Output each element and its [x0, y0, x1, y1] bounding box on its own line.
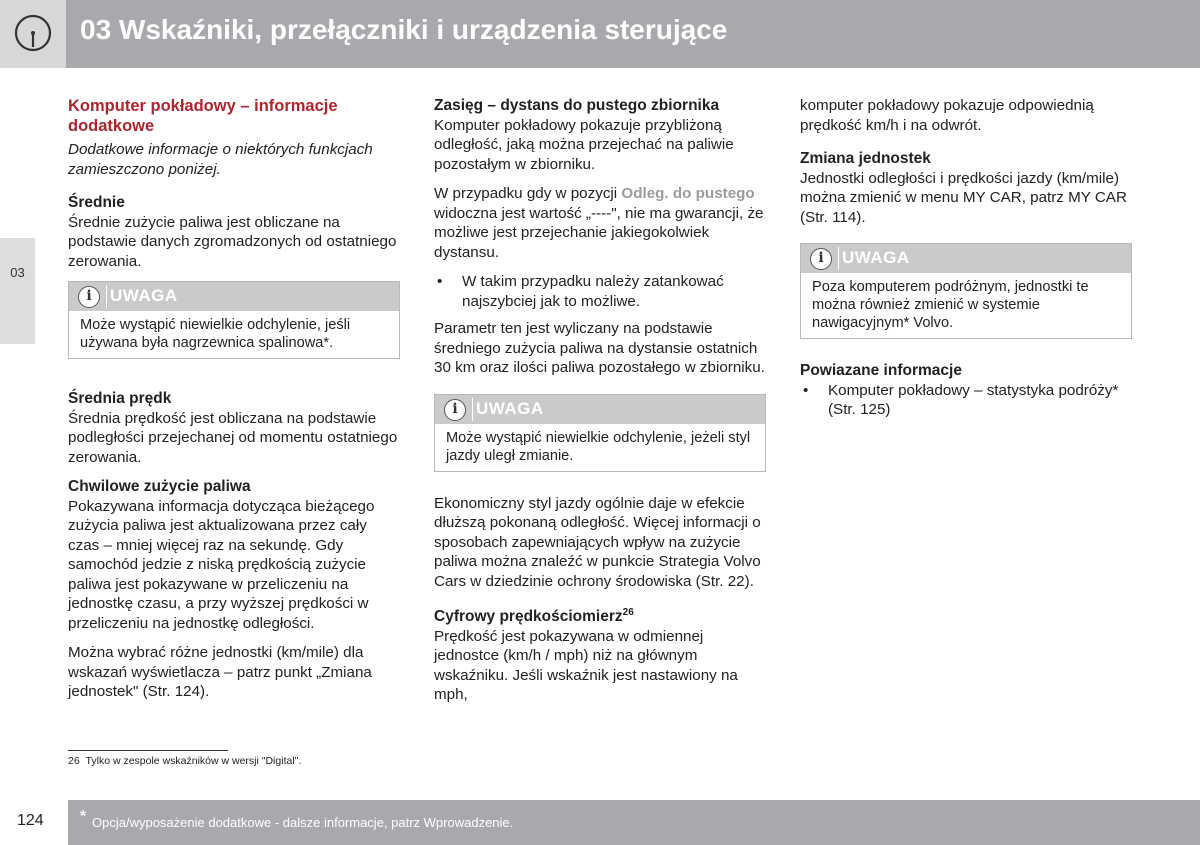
paragraph-jednostki: Można wybrać różne jednostki (km/mile) dla wskazań wyświetlacza – patrz punkt „Zmiana jednostek" (Str. 124).: [68, 644, 372, 700]
note-text: Może wystąpić niewielkie odchylenie, jeżeli styl jazdy uległ zmianie.: [446, 429, 751, 464]
text-span: W przypadku gdy w pozycji: [434, 185, 622, 202]
paragraph-zasieg: Komputer pokładowy pokazuje przybliżoną odległość, jaką można przejechać na paliwie pozostałym w zbiorniku.: [434, 116, 734, 173]
paragraph-ekonomiczny: Ekonomiczny styl jazdy ogólnie daje w efekcie dłuższą pokonaną odległość. Więcej informacji o sposobach zapewniających wpływ na zużycie paliwa można znaleźć w punkcie Strategia Volvo Cars w dziedzinie ochrony środowiska (Str. 22).: [434, 494, 761, 590]
related-link-text[interactable]: Komputer pokładowy – statystyka podróży* (Str. 125): [828, 381, 1119, 418]
related-link-item[interactable]: [800, 381, 1132, 420]
header-icon-box: [0, 0, 66, 68]
paragraph-srednia-predk: Średnia prędkość jest obliczana na podstawie podległości przejechanej od momentu ostatniego zerowania.: [68, 409, 398, 466]
subheading-chwilowe: Chwilowe zużycie paliwa: [68, 478, 251, 495]
note-separator: [106, 285, 107, 308]
text-span: widoczna jest wartość „----", nie ma gwarancji, że możliwe jest przejechanie jakiegokolwiek dystansu.: [434, 204, 764, 261]
note-header: [69, 282, 399, 311]
paragraph-zmiana: Jednostki odległości i prędkości jazdy (km/mile) można zmienić w menu MY CAR, patrz MY CAR (Str. 114).: [800, 169, 1127, 226]
note-text: Może wystąpić niewielkie odchylenie, jeśli używana była nagrzewnica spalinowa*.: [80, 317, 351, 351]
subheading-text: Cyfrowy prędkościomierz: [434, 608, 623, 625]
subheading-predkosciomierz: [434, 607, 766, 627]
subheading-powiazane: Powiazane informacje: [800, 362, 962, 379]
list-item-text: W takim przypadku należy zatankować najszybciej jak to możliwe.: [462, 273, 724, 310]
footnote-ref: 26: [622, 606, 634, 618]
note-title: UWAGA: [842, 248, 910, 267]
list-item: [434, 272, 766, 311]
gauge-icon: [14, 14, 52, 52]
column-3: [800, 96, 1132, 428]
paragraph-continued: komputer pokładowy pokazuje odpowiednią prędkość km/h i na odwrót.: [800, 97, 1094, 134]
chapter-tab: [0, 238, 35, 344]
footnote: [68, 755, 301, 767]
note-header: [435, 395, 765, 424]
subheading-srednie: Średnie: [68, 194, 125, 211]
column-2: [434, 96, 766, 715]
paragraph-odleg: [434, 184, 766, 262]
info-icon: i: [78, 286, 100, 308]
intro-text: Dodatkowe informacje o niektórych funkcjach zamieszczono poniżej.: [68, 141, 373, 178]
footer-text: Opcja/wyposażenie dodatkowe - dalsze informacje, patrz Wprowadzenie.: [92, 815, 514, 830]
subheading-srednia-predk: Średnia prędk: [68, 390, 172, 407]
paragraph-predkosciomierz: Prędkość jest pokazywana w odmiennej jednostce (km/h / mph) niż na głównym wskaźniku. Jeśli wskaźnik jest nastawiony na mph,: [434, 627, 738, 703]
note-header: [801, 244, 1131, 273]
subheading-zmiana: Zmiana jednostek: [800, 150, 931, 167]
paragraph-srednie: Średnie zużycie paliwa jest obliczane na podstawie danych zgromadzonych od ostatniego zerowania.: [68, 213, 397, 270]
paragraph-chwilowe: Pokazywana informacja dotycząca bieżącego zużycia paliwa jest aktualizowana przez cały czas – mniej więcej raz na sekundę. Gdy samochód jedzie z niską prędkością zużycie paliwa jest pokazywane w przeliczeniu na jednostkę czasu, a przy wyższej prędkości w przeliczeniu na jednostkę odległości.: [68, 497, 375, 632]
bullet-icon: •: [437, 273, 443, 290]
paragraph-parametr: Parametr ten jest wyliczany na podstawie średniego zużycia paliwa na dystansie ostatnich 30 km oraz ilości paliwa pozostałego w zbiorniku.: [434, 320, 765, 376]
column-1: [68, 96, 400, 712]
note-separator: [472, 398, 473, 421]
footnote-number: 26: [68, 755, 80, 767]
note-separator: [838, 247, 839, 270]
info-icon: i: [810, 248, 832, 270]
note-box: [434, 394, 766, 472]
note-title: UWAGA: [476, 398, 544, 418]
page-number: 124: [17, 812, 44, 829]
section-heading: Komputer pokładowy – informacje dodatkowe: [68, 97, 338, 135]
info-icon: i: [444, 399, 466, 421]
note-box: [68, 281, 400, 359]
footnote-text: Tylko w zespole wskaźników w wersji "Digital".: [85, 755, 302, 767]
note-text: Poza komputerem podróżnym, jednostki te można również zmienić w systemie nawigacyjnym* Volvo.: [812, 279, 1089, 331]
asterisk-icon: *: [80, 808, 87, 825]
bullet-icon: •: [803, 381, 809, 399]
chapter-tab-label: 03: [10, 265, 25, 280]
display-value-label: Odleg. do pustego: [621, 185, 755, 202]
subheading-zasieg: Zasięg – dystans do pustego zbiornika: [434, 97, 720, 114]
footnote-divider: [68, 750, 228, 751]
note-title: UWAGA: [110, 286, 178, 305]
page-title: 03 Wskaźniki, przełączniki i urządzenia sterujące: [80, 14, 728, 45]
note-box: [800, 243, 1132, 339]
